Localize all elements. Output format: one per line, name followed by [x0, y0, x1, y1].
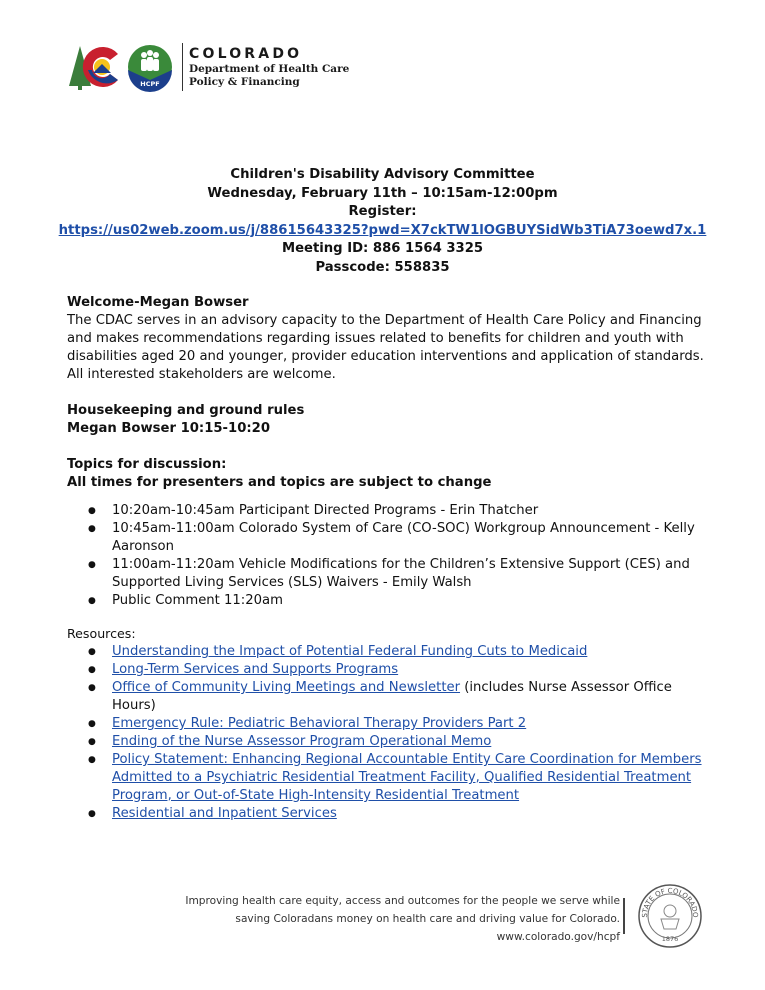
topic-item: ● 10:45am-11:00am Colorado System of Care (CO-SOC) Workgroup Announcement - Kelly Aaronson — [67, 520, 707, 556]
logo-subtitle-2: Policy & Financing — [189, 75, 300, 88]
resource-item — [67, 679, 707, 715]
resource-link[interactable]: Emergency Rule: Pediatric Behavioral Therapy Providers Part 2 — [112, 716, 527, 731]
logo-divider — [182, 43, 183, 91]
resource-link[interactable]: Policy Statement: Enhancing Regional Accountable Entity Care Coordination for Members Admitted to a Psychiatric Residential Treatment Facility, Qualified Residential Treatment Program, or Out-of-State High-Intensity Residential Treatment — [112, 752, 702, 803]
resource-link[interactable]: Residential and Inpatient Services — [112, 806, 337, 821]
footer-line-1: Improving health care equity, access and outcomes for the people we serve while — [185, 895, 620, 907]
register-label: Register: — [348, 204, 417, 219]
svg-text:STATE OF COLORADO: STATE OF COLORADO — [640, 886, 700, 918]
footer-tagline — [170, 892, 620, 946]
hcpf-logo — [66, 40, 349, 94]
resource-link[interactable]: Long-Term Services and Supports Programs — [112, 662, 399, 677]
footer-url: www.colorado.gov/hcpf — [496, 931, 620, 943]
resource-item — [67, 733, 707, 751]
resources-title: Resources: — [67, 626, 136, 641]
logo-subtitle-1: Department of Health Care — [189, 62, 350, 75]
topic-item: ● Public Comment 11:20am — [67, 592, 707, 610]
footer-divider — [623, 898, 625, 934]
topics-title: Topics for discussion: — [67, 457, 227, 472]
meeting-date-time: Wednesday, February 11th – 10:15am-12:00pm — [207, 185, 558, 201]
meeting-header — [0, 166, 765, 277]
welcome-description: The CDAC serves in an advisory capacity to the Department of Health Care Policy and Financing and makes recommendations regarding issues related to benefits for children and youth with disabilities aged 20 and younger, provider education interventions and application of standards. All interested stakeholders are welcome. — [67, 313, 704, 382]
housekeeping-presenter: Megan Bowser 10:15-10:20 — [67, 421, 270, 436]
resource-item — [67, 661, 707, 679]
committee-title: Children's Disability Advisory Committee — [230, 167, 535, 182]
logo-title: COLORADO — [189, 45, 303, 62]
resource-item — [67, 751, 707, 805]
resource-link[interactable]: Office of Community Living Meetings and Newsletter — [112, 680, 461, 695]
resource-item — [67, 715, 707, 733]
topics-note: All times for presenters and topics are subject to change — [67, 475, 492, 490]
resource-note: (includes Nurse Assessor Office Hours) — [112, 680, 672, 713]
svg-text:1876: 1876 — [661, 935, 679, 943]
resource-link[interactable]: Ending of the Nurse Assessor Program Operational Memo — [112, 734, 492, 749]
topic-item: ● 11:00am-11:20am Vehicle Modifications for the Children’s Extensive Support (CES) and Supported Living Services (SLS) Waivers - Emily Walsh — [67, 556, 707, 592]
housekeeping-title: Housekeeping and ground rules — [67, 403, 305, 418]
resources-list — [67, 643, 707, 823]
resource-item — [67, 643, 707, 661]
meeting-id: Meeting ID: 886 1564 3325 — [281, 241, 484, 256]
topic-item: ● 10:20am-10:45am Participant Directed Programs - Erin Thatcher — [67, 502, 707, 520]
topics-list — [67, 502, 707, 610]
colorado-c-logo-icon — [66, 40, 176, 94]
agenda-body — [67, 294, 707, 823]
svg-text:HCPF: HCPF — [140, 80, 160, 88]
welcome-title: Welcome-Megan Bowser — [67, 295, 249, 310]
register-link[interactable]: https://us02web.zoom.us/j/88615643325?pwd=X7ckTW1lOGBUYSidWb3TiA73oewd7x.1 — [58, 222, 707, 238]
resource-link[interactable]: Understanding the Impact of Potential Federal Funding Cuts to Medicaid — [112, 644, 588, 659]
passcode: Passcode: 558835 — [315, 259, 450, 275]
resource-item — [67, 805, 707, 823]
state-seal-icon — [637, 883, 703, 949]
footer-line-2: saving Coloradans money on health care and driving value for Colorado. — [235, 913, 620, 925]
